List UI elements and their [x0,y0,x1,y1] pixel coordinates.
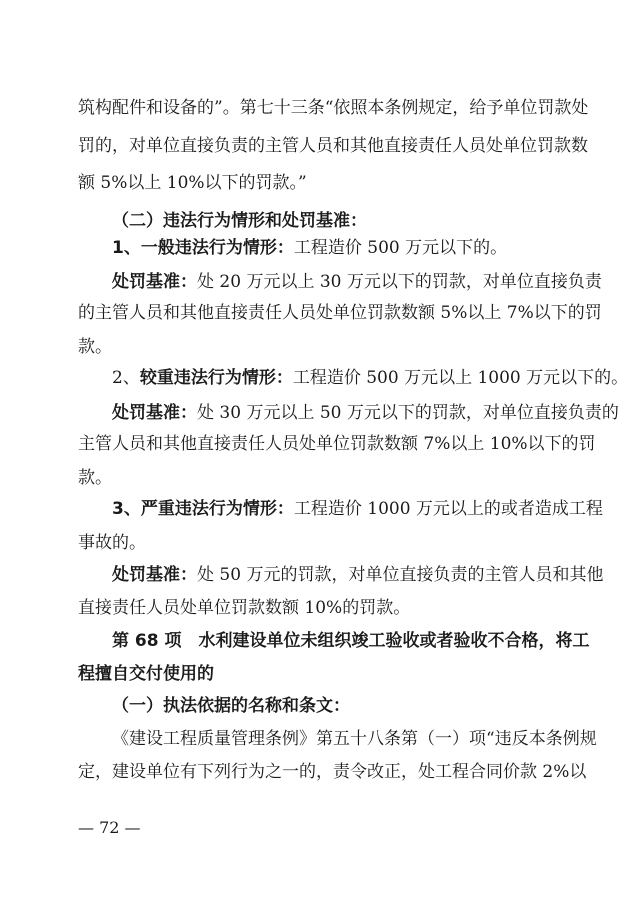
line-text: 主管人员和其他直接责任人员处单位罚款数额 7%以上 10%以下的罚 [78,434,596,454]
body-line-14 [78,532,146,554]
line-text: 款。 [78,337,112,357]
line-text: 事故的。 [78,533,146,553]
inline-label: 处罚基准： [112,565,197,585]
line-text: 款。 [78,468,112,488]
item-68-heading-line-1 [112,630,590,652]
line-text: 工程造价 500 万元以下的。 [293,238,508,258]
penalty-standard-line-3 [112,564,603,586]
inline-label: 处罚基准： [112,272,197,292]
inline-label: 处罚基准： [112,403,197,423]
line-text: 处 30 万元以上 50 万元以下的罚款，对单位直接负责的 [197,403,619,423]
penalty-standard-line-2 [112,402,619,424]
inline-label: 1、一般违法行为情形： [112,238,294,258]
serious-violation-line [112,367,628,389]
heading-text: （二）违法行为情形和处罚基准： [112,211,367,231]
heading-text: （一）执法依据的名称和条文： [112,696,350,716]
page-number: — 72 — [78,818,141,837]
line-text: 处 20 万元以上 30 万元以下的罚款，对单位直接负责 [197,272,602,292]
severe-violation-line [112,498,603,520]
section-heading-violation-and-penalty [112,210,367,232]
line-text: 罚的，对单位直接负责的主管人员和其他直接责任人员处单位罚款数 [78,136,588,156]
line-prefix: 2、 [112,368,140,388]
body-line-3 [78,172,307,194]
heading-text: 第 68 项 水利建设单位未组织竣工验收或者验收不合格，将工 [112,631,590,651]
body-line-20 [112,728,597,750]
body-line-12 [78,467,112,489]
line-text: 筑构配件和设备的”。第七十三条“依照本条例规定，给予单位罚款处 [78,98,589,118]
section-heading-legal-basis [112,695,350,717]
heading-text: 程擅自交付使用的 [78,664,214,684]
line-text: 的主管人员和其他直接责任人员处单位罚款数额 5%以上 7%以下的罚 [78,303,602,323]
body-line-16 [78,597,410,619]
inline-label: 较重违法行为情形： [139,368,293,388]
line-text: 直接责任人员处单位罚款数额 10%的罚款。 [78,598,411,618]
penalty-standard-line-1 [112,271,602,293]
general-violation-line [112,237,507,259]
body-line-2 [78,135,588,157]
item-68-heading-line-2 [78,663,214,685]
inline-label: 3、严重违法行为情形： [112,499,294,519]
line-text: 《建设工程质量管理条例》第五十八条第（一）项“违反本条例规 [112,729,597,749]
body-line-1 [78,97,588,119]
body-line-7 [78,302,602,324]
body-line-21 [78,761,586,783]
line-text: 工程造价 500 万元以上 1000 万元以下的。 [292,368,629,388]
line-text: 工程造价 1000 万元以上的或者造成工程 [293,499,603,519]
line-text: 定，建设单位有下列行为之一的，责令改正，处工程合同价款 2%以 [78,762,587,782]
body-line-11 [78,433,596,455]
line-text: 额 5%以上 10%以下的罚款。” [78,173,307,193]
body-line-8 [78,336,112,358]
line-text: 处 50 万元的罚款，对单位直接负责的主管人员和其他 [197,565,604,585]
